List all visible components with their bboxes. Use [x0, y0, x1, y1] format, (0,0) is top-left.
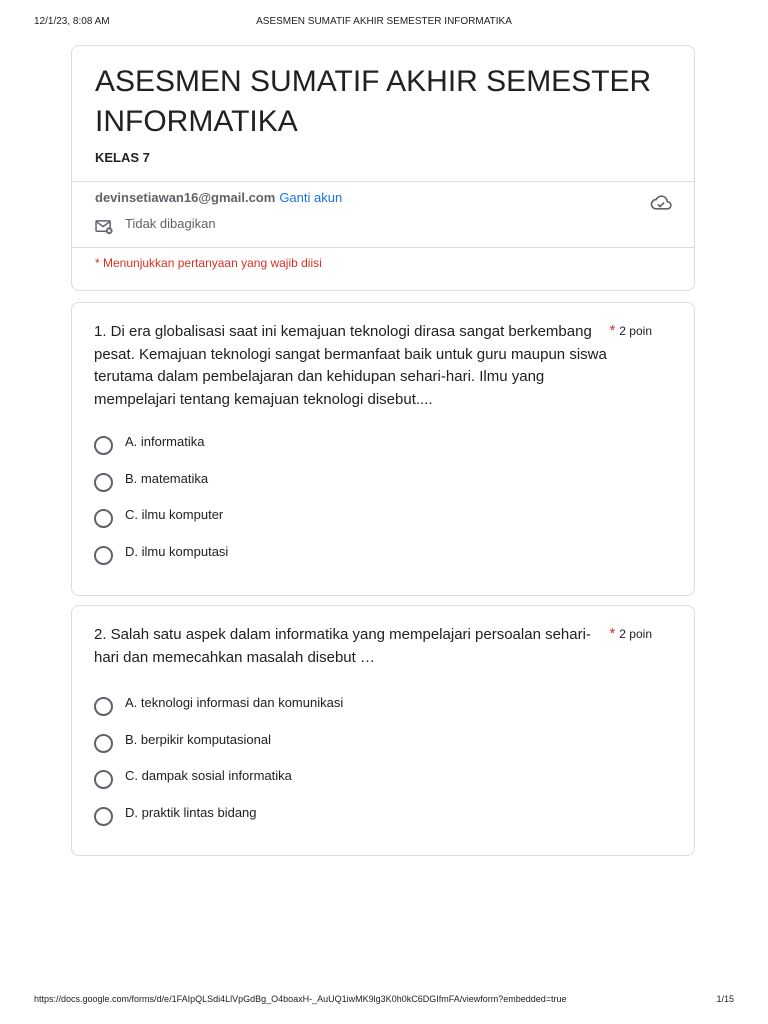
question-meta	[609, 625, 652, 642]
radio-unchecked-icon[interactable]	[94, 509, 113, 528]
radio-unchecked-icon[interactable]	[94, 734, 113, 753]
required-star: *	[609, 625, 616, 642]
option-list	[94, 433, 654, 579]
cloud-check-icon[interactable]	[650, 194, 672, 212]
option-item[interactable]	[94, 433, 654, 470]
radio-unchecked-icon[interactable]	[94, 697, 113, 716]
question-text: 2. Salah satu aspek dalam informatika yang mempelajari persoalan sehari-hari dan memecahkan masalah disebut …	[94, 626, 591, 666]
print-page-number: 1/15	[716, 994, 734, 1004]
option-label[interactable]: A. teknologi informasi dan komunikasi	[125, 695, 344, 710]
form-header-card	[71, 45, 695, 291]
switch-account-link[interactable]: Ganti akun	[279, 190, 343, 205]
option-label[interactable]: D. praktik lintas bidang	[125, 804, 257, 820]
question-points: 2 poin	[619, 324, 652, 338]
radio-unchecked-icon[interactable]	[94, 807, 113, 826]
option-label[interactable]: D. ilmu komputasi	[125, 543, 229, 559]
option-item[interactable]	[94, 694, 654, 731]
mail-not-shared-icon	[95, 219, 114, 235]
option-item[interactable]	[94, 470, 654, 507]
not-shared-label: Tidak dibagikan	[125, 216, 216, 231]
form-subtitle: KELAS 7	[95, 150, 150, 165]
account-email: devinsetiawan16@gmail.com	[95, 190, 276, 205]
option-label[interactable]: C. ilmu komputer	[125, 507, 224, 522]
radio-unchecked-icon[interactable]	[94, 546, 113, 565]
option-label[interactable]: C. dampak sosial informatika	[125, 768, 292, 783]
required-note: * Menunjukkan pertanyaan yang wajib diisi	[95, 256, 322, 270]
question-text: 1. Di era globalisasi saat ini kemajuan teknologi dirasa sangat berkembang pesat. Kemajuan teknologi sangat bermanfaat baik untuk guru maupun siswa terutama dalam pembelajaran dan kehidupan sehari-hari. Ilmu yang mempelajari tentang kemajuan teknologi disebut....	[94, 323, 607, 408]
option-item[interactable]	[94, 804, 654, 841]
divider	[72, 181, 694, 182]
option-label[interactable]: B. berpikir komputasional	[125, 731, 271, 747]
print-doc-title: ASESMEN SUMATIF AKHIR SEMESTER INFORMATIKA	[256, 16, 512, 27]
divider	[72, 247, 694, 248]
account-info	[95, 190, 342, 205]
option-item[interactable]	[94, 767, 654, 804]
option-label[interactable]: B. matematika	[125, 470, 209, 486]
option-item[interactable]	[94, 543, 654, 580]
question-points: 2 poin	[619, 627, 652, 641]
radio-unchecked-icon[interactable]	[94, 770, 113, 789]
option-item[interactable]	[94, 731, 654, 768]
question-card-1	[71, 302, 695, 596]
print-url: https://docs.google.com/forms/d/e/1FAIpQLSdi4LlVpGdBg_O4boaxH-_AuUQ1iwMK9lg3K0h0kC6DGIfmFA/viewform?embedded=true	[34, 994, 567, 1004]
print-footer	[0, 994, 768, 1008]
print-header	[0, 16, 768, 30]
form-title: ASESMEN SUMATIF AKHIR SEMESTER INFORMATIKA	[95, 65, 652, 138]
question-card-2	[71, 605, 695, 856]
option-label[interactable]: A. informatika	[125, 434, 205, 449]
question-meta	[609, 322, 652, 339]
radio-unchecked-icon[interactable]	[94, 436, 113, 455]
print-datetime: 12/1/23, 8:08 AM	[34, 16, 110, 27]
option-item[interactable]	[94, 506, 654, 543]
option-list	[94, 694, 654, 840]
required-star: *	[609, 322, 616, 339]
radio-unchecked-icon[interactable]	[94, 473, 113, 492]
